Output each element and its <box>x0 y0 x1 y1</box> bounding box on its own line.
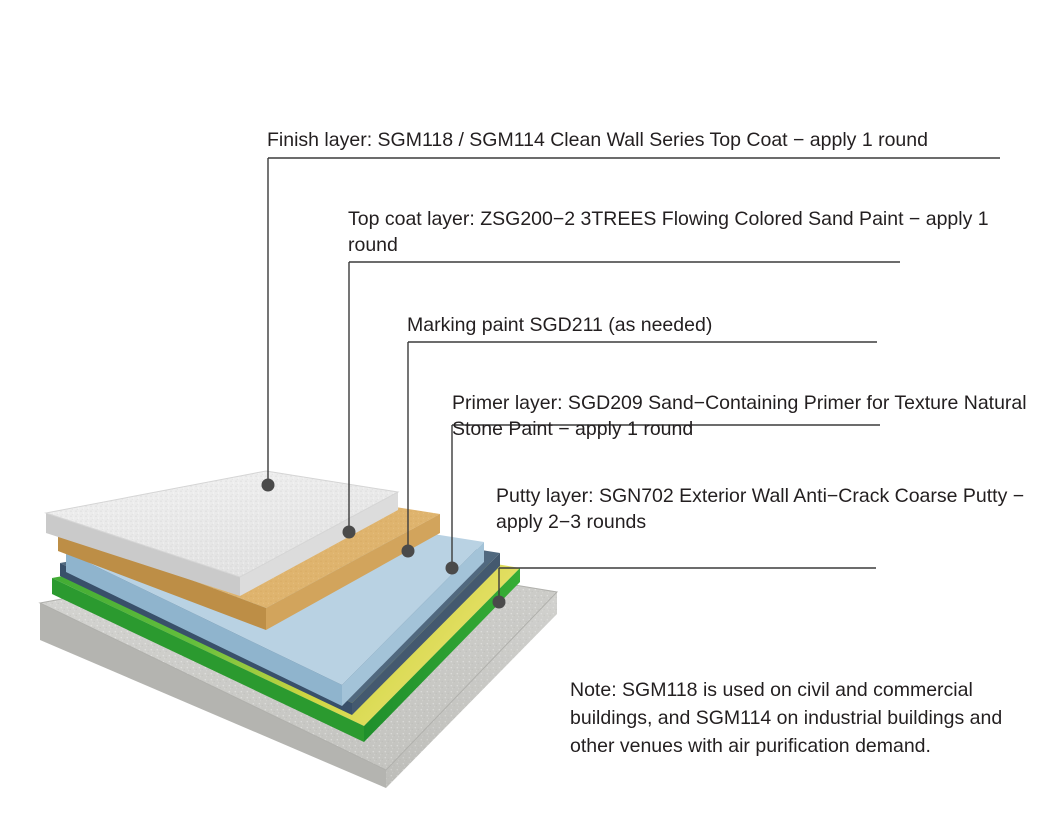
callout-label-topcoat-layer: Top coat layer: ZSG200−2 3TREES Flowing Colored Sand Paint − apply 1 round <box>348 208 995 256</box>
dot-marking <box>402 545 415 558</box>
callout-label-marking-paint: Marking paint SGD211 (as needed) <box>407 314 713 336</box>
callout-label-putty-layer: Putty layer: SGN702 Exterior Wall Anti−Crack Coarse Putty − apply 2−3 rounds <box>496 485 1030 533</box>
dot-finish <box>262 479 275 492</box>
dot-primer <box>446 562 459 575</box>
dot-putty <box>493 596 506 609</box>
dot-topcoat <box>343 526 356 539</box>
callout-label-primer-layer: Primer layer: SGD209 Sand−Containing Primer for Texture Natural Stone Paint − apply 1 round <box>452 392 1033 440</box>
diagram-note: Note: SGM118 is used on civil and commercial buildings, and SGM114 on industrial buildings and other venues with air purification demand. <box>570 679 1008 757</box>
callout-label-finish-layer: Finish layer: SGM118 / SGM114 Clean Wall Series Top Coat − apply 1 round <box>267 129 928 151</box>
